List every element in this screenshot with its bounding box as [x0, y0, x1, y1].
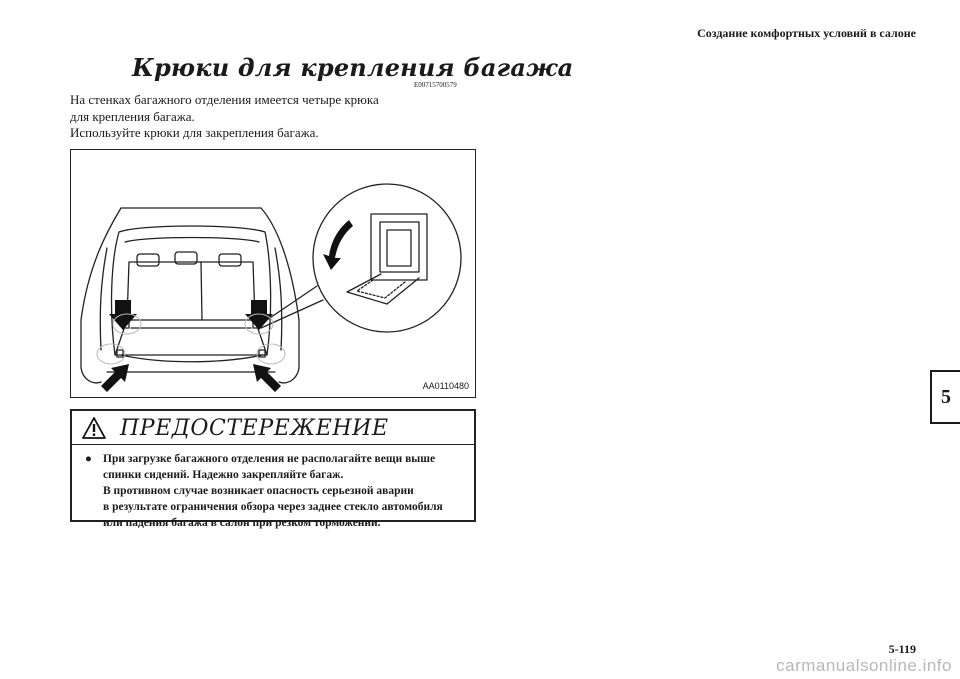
- car-body-outline: [261, 208, 299, 383]
- warning-line: спинки сидений. Надежно закрепляйте багаж.: [103, 469, 344, 481]
- cargo-area-drawing: [71, 150, 477, 399]
- warning-divider: [72, 444, 474, 445]
- arrow-icon: [253, 364, 281, 392]
- cargo-hooks-illustration: [70, 149, 476, 398]
- page-number: 5-119: [888, 642, 916, 656]
- figure-code: AA0110480: [422, 381, 469, 391]
- headrest: [137, 254, 159, 266]
- headrest: [219, 254, 241, 266]
- arrow-icon: [245, 300, 273, 330]
- paragraph-line: Используйте крюки для закрепления багажа.: [70, 125, 319, 140]
- section-code: E00715700579: [414, 81, 457, 89]
- tailgate-opening: [112, 226, 271, 355]
- arrow-icon: [323, 220, 353, 270]
- section-title: Крюки для крепления багажа: [132, 53, 574, 82]
- cargo-hook-icon: [347, 274, 419, 304]
- paragraph-line: На стенках багажного отделения имеется четыре крюка: [70, 92, 379, 107]
- running-header: Создание комфортных условий в салоне: [697, 26, 916, 40]
- warning-line: При загрузке багажного отделения не располагайте вещи выше: [103, 453, 436, 465]
- warning-line: в результате ограничения обзора через заднее стекло автомобиля: [103, 501, 443, 513]
- warning-line: В противном случае возникает опасность серьезной аварии: [103, 485, 414, 497]
- chapter-tab: 5: [930, 370, 960, 424]
- arrow-icon: [101, 364, 129, 392]
- cargo-hook-icon: [117, 350, 123, 357]
- rear-seat-back: [127, 262, 255, 320]
- watermark: carmanualsonline.info: [776, 656, 952, 675]
- warning-line: или падения багажа в салон при резком торможении.: [103, 517, 381, 529]
- paragraph-line: для крепления багажа.: [70, 108, 195, 124]
- section-paragraph: [70, 92, 490, 142]
- warning-box: [70, 409, 476, 529]
- warning-triangle-icon: [82, 417, 106, 439]
- warning-text: [85, 451, 470, 531]
- warning-title: ПРЕДОСТЕРЕЖЕНИЕ: [120, 415, 389, 441]
- warning-header: [82, 413, 389, 443]
- cargo-floor-edge: [121, 355, 263, 362]
- bullet-icon: ●: [85, 453, 92, 465]
